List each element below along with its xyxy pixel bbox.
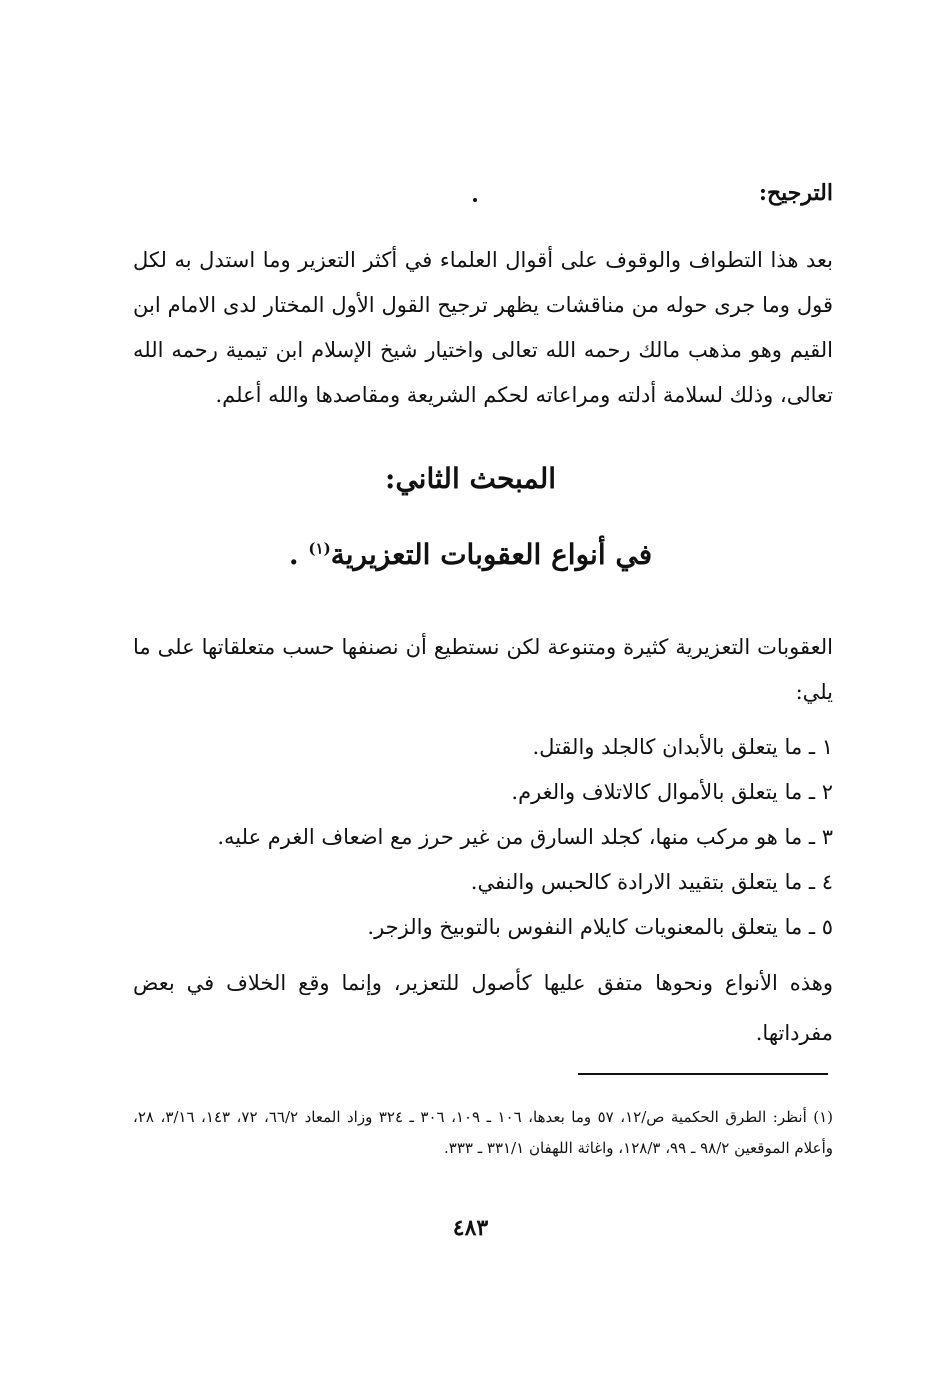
section-subtitle — [0, 538, 941, 571]
tarjih-heading: الترجيح: — [758, 180, 833, 206]
intro-paragraph: العقوبات التعزيرية كثيرة ومتنوعة لكن نستطيع أن نصنفها حسب متعلقاتها على ما يلي: — [133, 635, 833, 704]
list-item: ١ ـ ما يتعلق بالأبدان كالجلد والقتل. — [532, 735, 833, 759]
list-item: ٤ ـ ما يتعلق بتقييد الارادة كالحبس والنفي. — [470, 870, 833, 894]
punishment-types-list — [133, 725, 833, 950]
footnote-divider — [578, 1073, 828, 1075]
list-item: ٣ ـ ما هو مركب منها، كجلد السارق من غير حرز مع اضعاف الغرم عليه. — [217, 825, 833, 849]
list-item: ٢ ـ ما يتعلق بالأموال كالاتلاف والغرم. — [511, 780, 833, 804]
page-number: ٤٨٣ — [452, 1215, 489, 1241]
section-subtitle-end: . — [288, 538, 309, 571]
tarjih-paragraph: بعد هذا التطواف والوقوف على أقوال العلماء في أكثر التعزير وما استدل به لكل قول وما جرى حوله من مناقشات يظهر ترجيح القول الأول المختار لدى الامام ابن القيم وهو مذهب مالك رحمه الله تعالى واختيار شيخ الإسلام ابن تيمية رحمه الله تعالى، وذلك لسلامة أدلته ومراعاته لحكم الشريعة ومقاصدها والله أعلم. — [133, 248, 833, 407]
list-item: ٥ ـ ما يتعلق بالمعنويات كايلام النفوس بالتوبيخ والزجر. — [367, 915, 833, 939]
footnote-marker: (١) — [308, 539, 331, 558]
closing-paragraph: وهذه الأنواع ونحوها متفق عليها كأصول للتعزير، وإنما وقع الخلاف في بعض مفرداتها. — [133, 971, 833, 1045]
section-subtitle-text: في أنواع العقوبات التعزيرية — [330, 538, 653, 571]
footnote: (١) أنظر: الطرق الحكمية ص/١٢، ٥٧ وما بعدها، ١٠٦ ـ ١٠٩، ٣٠٦ ـ ٣٢٤ وزاد المعاد ٦٦/٢، ٧٢، ١٤٣، ٣/١٦، ٢٨، وأعلام الموقعين ٩٨/٢ ـ ٩٩، ١٢٨/٣، واغاثة اللهفان ٣٣١/١ ـ ٣٣٣. — [133, 1108, 834, 1157]
stray-dot — [473, 198, 477, 202]
section-title: المبحث الثاني: — [384, 462, 557, 495]
